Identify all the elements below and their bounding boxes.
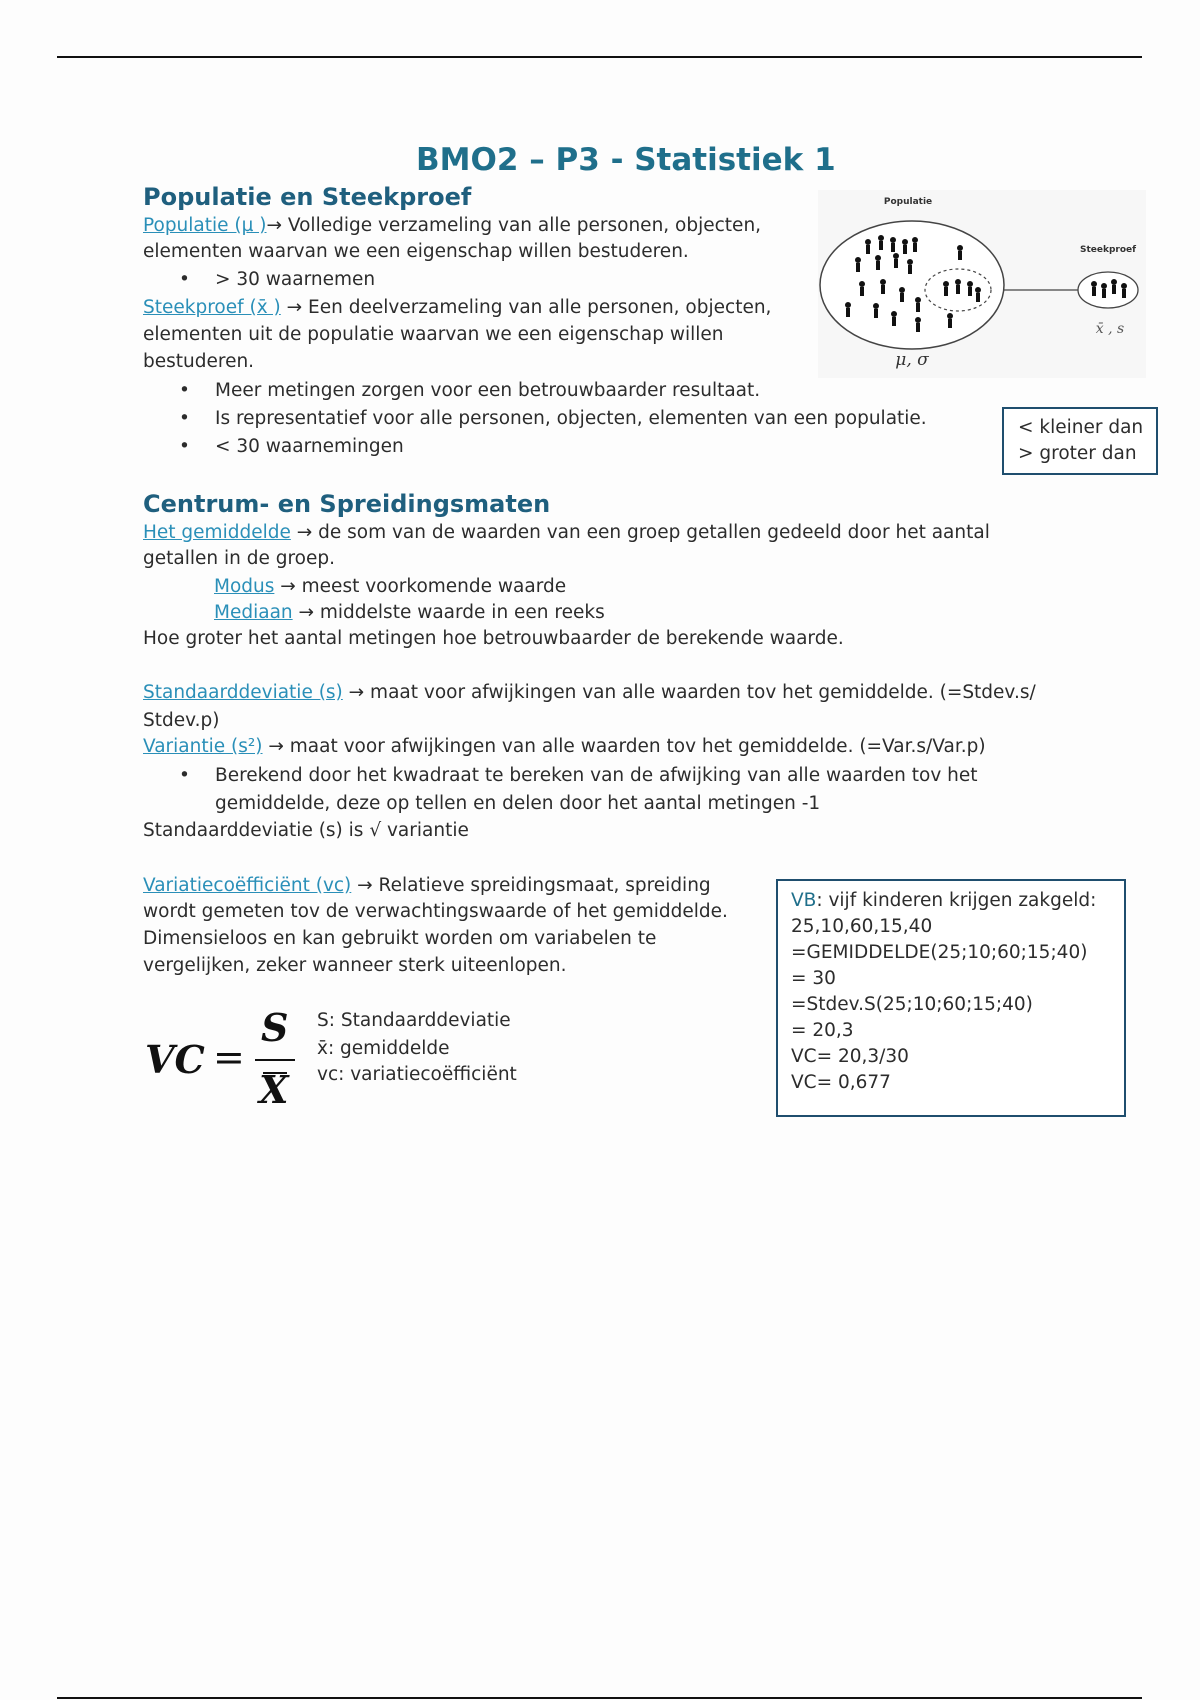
- vc-term-link[interactable]: Variatiecoëfficiënt (vc): [143, 875, 352, 896]
- sample-label: Steekproef: [1079, 245, 1137, 255]
- gemiddelde-line-1: Het gemiddelde → de som van de waarden van een groep getallen gedeeld door het aantal: [143, 522, 990, 543]
- formula-legend-s: S: Standaarddeviatie: [317, 1010, 511, 1031]
- page-title: BMO2 – P3 - Statistiek 1: [416, 142, 836, 178]
- populatie-term-link[interactable]: Populatie (µ ): [143, 215, 267, 236]
- population-ellipse: [820, 221, 1004, 349]
- example-line-3: = 30: [791, 968, 836, 989]
- vc-line-3: Dimensieloos en kan gebruikt worden om variabelen te: [143, 928, 657, 949]
- var-line: Variantie (s²) → maat voor afwijkingen van alle waarden tov het gemiddelde. (=Var.s/Var.p): [143, 736, 986, 757]
- formula-legend-xbar: x̄: gemiddelde: [317, 1038, 450, 1059]
- vc-line-4: vergelijken, zeker wanneer sterk uiteenlopen.: [143, 955, 567, 976]
- bottom-rule: [57, 1697, 1142, 1699]
- bullet-betrouwbaarder: • Meer metingen zorgen voor een betrouwbaarder resultaat.: [215, 378, 760, 404]
- vc-formula: [145, 1005, 305, 1115]
- vc-line-2: wordt gemeten tov de verwachtingswaarde of het gemiddelde.: [143, 901, 728, 922]
- pop-label: Populatie: [883, 197, 933, 207]
- steekproef-line-3: bestuderen.: [143, 351, 255, 372]
- std-line-2: Stdev.p): [143, 710, 220, 731]
- example-line-1: 25,10,60,15,40: [791, 916, 933, 937]
- mediaan-line: Mediaan → middelste waarde in een reeks: [214, 602, 605, 623]
- gemiddelde-line-2: getallen in de groep.: [143, 548, 336, 569]
- bullet-minder-dan-30: • < 30 waarnemingen: [215, 434, 404, 460]
- example-line-5: = 20,3: [791, 1020, 854, 1041]
- formula-eq: =: [213, 1035, 245, 1079]
- populatie-line-1: Populatie (µ )→ Volledige verzameling van alle personen, objecten,: [143, 215, 762, 236]
- population-sample-diagram: [818, 190, 1146, 378]
- example-intro: VB: vijf kinderen krijgen zakgeld:: [791, 890, 1097, 911]
- populatie-line-2: elementen waarvan we een eigenschap willen bestuderen.: [143, 241, 689, 262]
- sample-ellipse: [1078, 272, 1138, 308]
- steekproef-term-link[interactable]: Steekproef (x̄ ): [143, 297, 281, 318]
- steekproef-line-2: elementen uit de populatie waarvan we een eigenschap willen: [143, 324, 724, 345]
- example-line-4: =Stdev.S(25;10;60;15;40): [791, 994, 1033, 1015]
- example-box: [776, 879, 1126, 1117]
- population-sample-figure: [818, 190, 1146, 378]
- legend-kleiner: < kleiner dan: [1018, 417, 1144, 438]
- example-line-6: VC= 20,3/30: [791, 1046, 909, 1067]
- example-line-2: =GEMIDDELDE(25;10;60;15;40): [791, 942, 1088, 963]
- sample-params: x̄ , s: [1095, 321, 1125, 337]
- formula-denominator: X: [259, 1067, 289, 1112]
- var-bullet-line-1: • Berekend door het kwadraat te bereken van de afwijking van alle waarden tov het: [215, 763, 978, 789]
- legend-groter: > groter dan: [1018, 443, 1137, 464]
- std-term-link[interactable]: Standaarddeviatie (s): [143, 682, 343, 703]
- formula-fraction-bar: [255, 1059, 295, 1061]
- vc-line-1: Variatiecoëfficiënt (vc) → Relatieve spreidingsmaat, spreiding: [143, 875, 711, 896]
- example-vb-label: VB: [791, 890, 817, 911]
- std-line-1: Standaarddeviatie (s) → maat voor afwijkingen van alle waarden tov het gemiddelde. (=Stdev.s/: [143, 682, 1036, 703]
- var-term-link[interactable]: Variantie (s²): [143, 736, 263, 757]
- formula-legend-vc: vc: variatiecoëfficiënt: [317, 1064, 517, 1085]
- example-line-7: VC= 0,677: [791, 1072, 891, 1093]
- steekproef-line-1: Steekproef (x̄ ) → Een deelverzameling van alle personen, objecten,: [143, 297, 772, 318]
- mediaan-term-link[interactable]: Mediaan: [214, 602, 293, 623]
- var-bullet-line-2: gemiddelde, deze op tellen en delen door het aantal metingen -1: [215, 793, 821, 814]
- remark-line: Hoe groter het aantal metingen hoe betrouwbaarder de berekende waarde.: [143, 628, 844, 649]
- legend-box: [1002, 407, 1158, 475]
- heading-populatie-steekproef: Populatie en Steekproef: [143, 183, 472, 211]
- bullet-meer-dan-30: • > 30 waarnemen: [215, 267, 375, 293]
- modus-term-link[interactable]: Modus: [214, 576, 275, 597]
- gemiddelde-term-link[interactable]: Het gemiddelde: [143, 522, 291, 543]
- bullet-representatief: • Is representatief voor alle personen, objecten, elementen van een populatie.: [215, 406, 927, 432]
- heading-centrum-spreiding: Centrum- en Spreidingsmaten: [143, 490, 551, 518]
- top-rule: [57, 56, 1142, 58]
- formula-lhs: VC: [145, 1037, 205, 1082]
- pop-params: μ, σ: [895, 350, 929, 370]
- std-note-line: Standaarddeviatie (s) is √ variantie: [143, 820, 469, 841]
- formula-numerator: S: [261, 1005, 289, 1050]
- modus-line: Modus → meest voorkomende waarde: [214, 576, 567, 597]
